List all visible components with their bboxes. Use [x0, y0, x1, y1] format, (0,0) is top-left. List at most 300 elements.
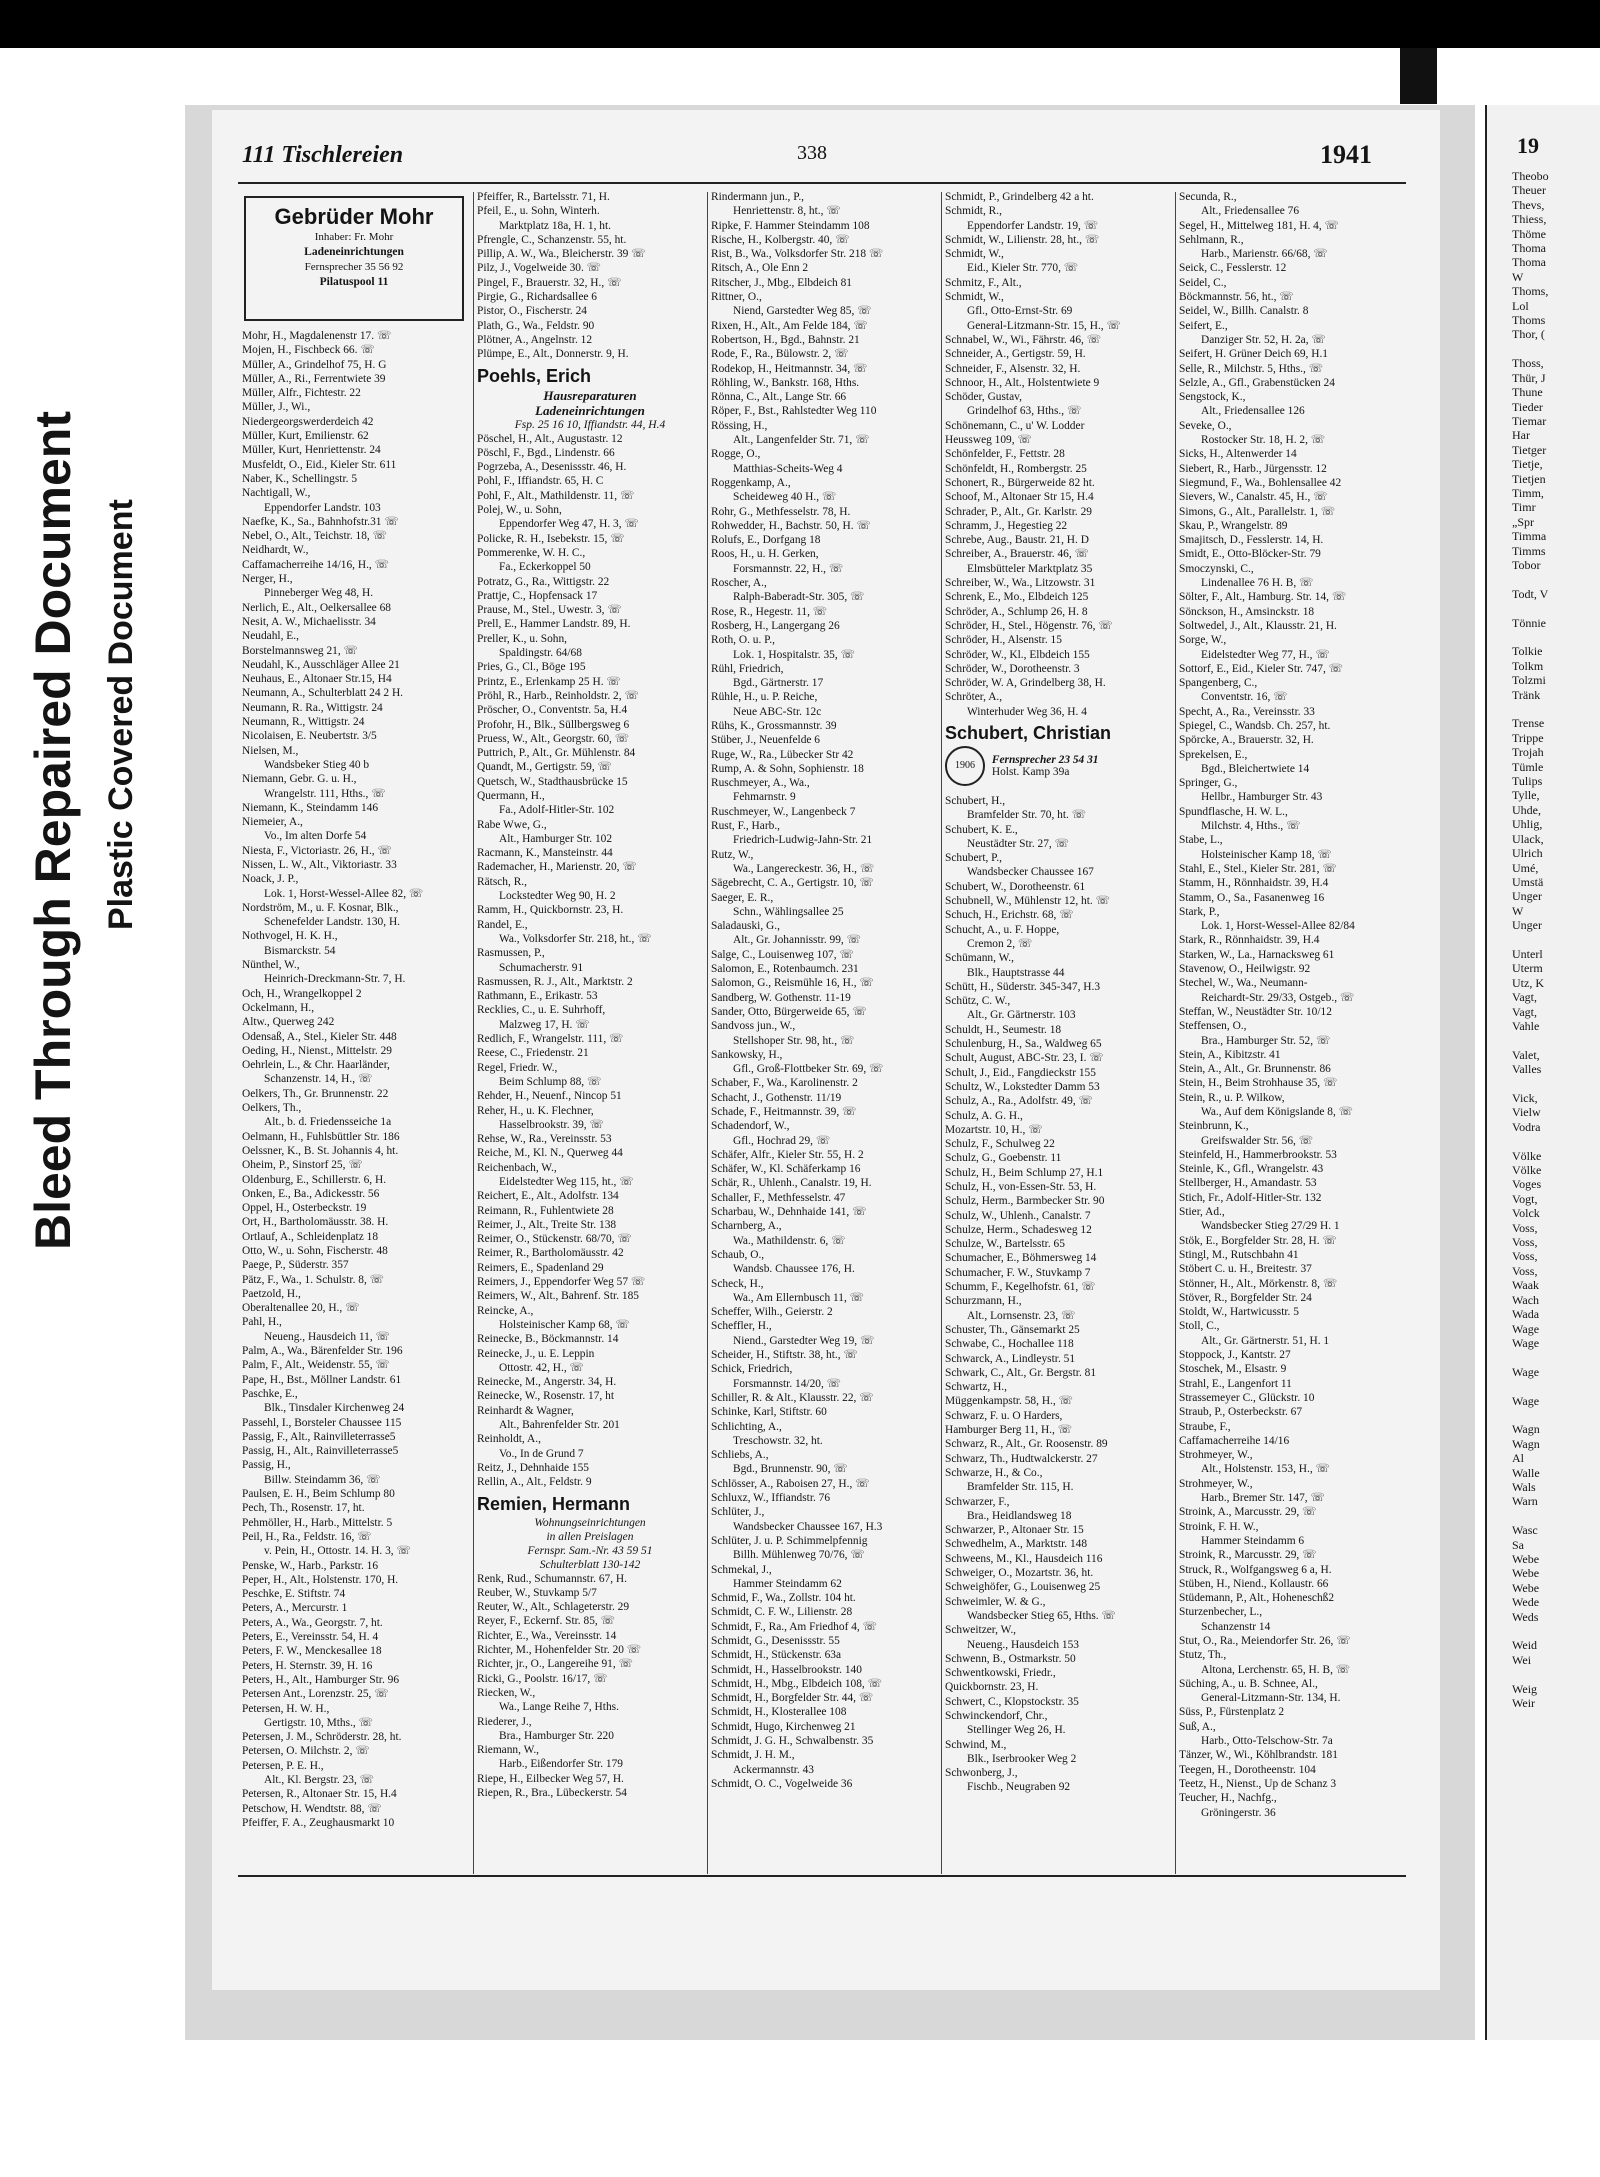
- directory-entry: Schmidt, H., Mbg., Elbdeich 108, ☏: [711, 1677, 882, 1690]
- directory-entry: Pogrzeba, A., Desenissstr. 46, H.: [477, 461, 627, 474]
- adjacent-entry: Webe: [1512, 1566, 1540, 1581]
- directory-entry: Schlüter, J.,: [711, 1506, 765, 1519]
- directory-entry: Stüdemann, P., Alt., Hoheneschß2: [1179, 1592, 1335, 1605]
- directory-entry: Ortlauf, A., Schleidenplatz 18: [242, 1230, 379, 1243]
- directory-entry: Ruschmeyer, W., Langenbeck 7: [711, 805, 856, 818]
- adjacent-entry: Umstä: [1512, 874, 1544, 889]
- adjacent-entry: Tiemar: [1512, 413, 1547, 428]
- directory-entry: Niedergeorgswerderdeich 42: [242, 415, 374, 428]
- directory-entry: Paege, P., Süderstr. 357: [242, 1259, 349, 1272]
- directory-entry: Pätz, F., Wa., 1. Schulstr. 8, ☏: [242, 1273, 384, 1286]
- directory-entry: Schwarck, A., Lindleystr. 51: [945, 1352, 1076, 1365]
- adjacent-entry: Vagt,: [1512, 1004, 1537, 1019]
- adjacent-entry: Völke: [1512, 1148, 1542, 1163]
- side-label-primary: Bleed Through Repaired Document: [25, 411, 81, 1250]
- directory-entry: Robertson, H., Bgd., Bahnstr. 21: [711, 333, 860, 346]
- directory-entry: Stöbert C. u. H., Breitestr. 37: [1179, 1263, 1312, 1276]
- directory-entry: Steffensen, O.,: [1179, 1020, 1247, 1033]
- advert-details: [992, 754, 1099, 778]
- directory-entry: Rohr, G., Methfesselstr. 78, H.: [711, 505, 851, 518]
- directory-entry: Lok. 1, Horst-Wessel-Allee 82/84: [1201, 920, 1355, 933]
- directory-entry: Stroink, A., Marcusstr. 29, ☏: [1179, 1506, 1317, 1519]
- directory-entry: Oppel, H., Osterbeckstr. 19: [242, 1202, 367, 1215]
- adjacent-entry: Unger: [1512, 918, 1542, 933]
- directory-entry: Hasselbrookstr. 39, ☏: [499, 1118, 604, 1131]
- directory-entry: Passig, F., Alt., Rainvilleterrasse5: [242, 1430, 396, 1443]
- directory-entry: Schümann, W.,: [945, 952, 1014, 965]
- directory-entry: Wandsbecker Stieg 27/29 H. 1: [1201, 1220, 1340, 1233]
- directory-entry: Segel, H., Mittelweg 181, H. 4, ☏: [1179, 219, 1339, 232]
- directory-entry: Pillip, A. W., Wa., Bleicherstr. 39 ☏: [477, 248, 646, 261]
- adjacent-entry: Thevs,: [1512, 197, 1545, 212]
- advert-title: Schubert, Christian: [945, 722, 1112, 743]
- directory-entry: Wandsbeker Stieg 40 b: [264, 758, 370, 771]
- directory-entry: Bgd., Brunnenstr. 90, ☏: [733, 1463, 848, 1476]
- directory-entry: Rodekop, H., Heitmannstr. 34, ☏: [711, 362, 868, 375]
- directory-entry: Schmidt, H., Stückenstr. 63a: [711, 1649, 842, 1662]
- adjacent-entry: Timm,: [1512, 485, 1544, 500]
- directory-entry: Eppendorfer Weg 47, H. 3, ☏: [499, 518, 639, 531]
- directory-entry: Fa., Adolf-Hitler-Str. 102: [499, 804, 615, 817]
- listing-entries: [711, 190, 937, 1791]
- directory-entry: Fehmarnstr. 9: [733, 791, 796, 804]
- adjacent-entry: Har: [1512, 428, 1530, 443]
- directory-entry: Stein, R., u. P. Wilkow,: [1179, 1091, 1285, 1104]
- adjacent-entry: [1487, 1408, 1600, 1422]
- directory-entry: Friedrich-Ludwig-Jahn-Str. 21: [733, 834, 873, 847]
- directory-entry: Schmidt, Hugo, Kirchenweg 21: [711, 1720, 856, 1733]
- adjacent-entry: Vick,: [1512, 1091, 1538, 1105]
- directory-entry: Ramm, H., Quickbornstr. 23, H.: [477, 904, 624, 917]
- directory-entry: Reinecke, B., Böckmannstr. 14: [477, 1333, 619, 1346]
- directory-entry: Oelkers, Th.,: [242, 1102, 302, 1115]
- directory-entry: Seidel, C.,: [1179, 276, 1227, 289]
- directory-entry: Forsmannstr. 14/20, ☏: [733, 1377, 841, 1390]
- directory-entry: Schwarze, H., & Co.,: [945, 1466, 1043, 1479]
- adjacent-entry: Weir: [1512, 1696, 1536, 1711]
- directory-entry: Sägebrecht, C. A., Gertigstr. 10, ☏: [711, 877, 874, 890]
- directory-entry: Smajitsch, D., Fesslerstr. 14, H.: [1179, 534, 1324, 547]
- directory-entry: Schlüter, J. u. P. Schimmelpfennig: [711, 1534, 868, 1547]
- directory-entry: Salomon, G., Reismühle 16, H., ☏: [711, 977, 874, 990]
- directory-entry: Petschow, H. Wendtstr. 88, ☏: [242, 1802, 382, 1815]
- directory-entry: Fischb., Neugraben 92: [967, 1781, 1071, 1794]
- adjacent-page-heading: 19: [1517, 133, 1539, 158]
- directory-entry: Neustädter Str. 27, ☏: [967, 837, 1069, 850]
- directory-entry: Recklies, C., u. E. Suhrhoff,: [477, 1004, 606, 1017]
- directory-entry: Holsteinischer Kamp 18, ☏: [1201, 848, 1332, 861]
- directory-entry: Ruschmeyer, A., Wa.,: [711, 777, 810, 790]
- directory-entry: Richter, jr., O., Langereihe 91, ☏: [477, 1658, 633, 1671]
- directory-entry: Reitz, J., Dehnhaide 155: [477, 1461, 589, 1474]
- directory-entry: Teetz, H., Nienst., Up de Schanz 3: [1179, 1777, 1337, 1790]
- adjacent-entry: Ulrich: [1512, 846, 1543, 861]
- directory-entry: Süss, P., Fürstenplatz 2: [1179, 1706, 1285, 1719]
- directory-entry: Bra., Hamburger Str. 220: [499, 1729, 614, 1742]
- directory-entry: Neueng., Hausdeich 11, ☏: [264, 1330, 390, 1343]
- adjacent-entry: Weid: [1512, 1638, 1538, 1653]
- directory-entry: Neumann, A., Schulterblatt 24 2 H.: [242, 687, 404, 700]
- directory-entry: Schwarz, F. u. O Harders,: [945, 1409, 1063, 1422]
- directory-entry: Schult, August, ABC-Str. 23, I. ☏: [945, 1052, 1104, 1065]
- directory-entry: Seveke, O.,: [1179, 419, 1232, 432]
- directory-entry: Röper, F., Bst., Rahlstedter Weg 110: [711, 405, 877, 418]
- adjacent-entry: Wagn: [1512, 1422, 1540, 1437]
- scan-top-border: [0, 0, 1600, 48]
- directory-entry: Stark, P.,: [1179, 905, 1220, 918]
- directory-entry: Peters, A., Wa., Georgstr. 7, ht.: [242, 1616, 383, 1629]
- directory-entry: Schmidt, H., Klosterallee 108: [711, 1706, 847, 1719]
- directory-entry: Rönna, C., Alt., Lange Str. 66: [711, 391, 847, 404]
- directory-entry: Redlich, F., Wrangelstr. 111, ☏: [477, 1033, 624, 1046]
- directory-entry: Schweighöfer, G., Louisenweg 25: [945, 1581, 1101, 1594]
- column-separator: [473, 192, 474, 1874]
- directory-entry: Schadendorf, W.,: [711, 1120, 790, 1133]
- directory-entry: Passehl, I., Borsteler Chaussee 115: [242, 1416, 402, 1429]
- directory-entry: Wa., Langereckestr. 36, H., ☏: [733, 862, 875, 875]
- directory-entry: Milchstr. 4, Hths., ☏: [1201, 820, 1301, 833]
- directory-entry: Reimer, J., Alt., Treite Str. 138: [477, 1218, 617, 1231]
- directory-entry: Blk., Hauptstrasse 44: [967, 966, 1065, 979]
- directory-entry: Bra., Heidlandsweg 18: [967, 1509, 1072, 1522]
- directory-entry: Schäfer, Alfr., Kieler Str. 55, H. 2: [711, 1148, 864, 1161]
- directory-entry: Simons, G., Alt., Parallelstr. 1, ☏: [1179, 505, 1335, 518]
- directory-entry: Ralph-Baberadt-Str. 305, ☏: [733, 591, 865, 604]
- directory-entry: Schuster, Th., Gänsemarkt 25: [945, 1323, 1080, 1336]
- directory-entry: Schumacherstr. 91: [499, 961, 584, 974]
- adjacent-entry: Voss,: [1512, 1249, 1538, 1264]
- directory-entry: Rose, R., Hegestr. 11, ☏: [711, 605, 828, 618]
- adjacent-entry: Wede: [1512, 1595, 1540, 1610]
- advert-line: Wohnungseinrichtungen: [534, 1516, 646, 1529]
- directory-entry: Schmid, F., Wa., Zollstr. 104 ht.: [711, 1592, 856, 1605]
- directory-entry: Preller, K., u. Sohn,: [477, 632, 568, 645]
- directory-entry: Racmann, K., Mansteinstr. 44: [477, 847, 613, 860]
- directory-entry: Scheffler, H.,: [711, 1320, 772, 1333]
- directory-entry: Wrangelstr. 111, Hths., ☏: [264, 787, 386, 800]
- adjacent-entry: W: [1512, 903, 1524, 918]
- advert-phone: Fernspr. Sam.-Nr. 43 59 51: [527, 1544, 653, 1557]
- listing-column-2: [477, 190, 703, 1870]
- directory-entry: Greifswalder Str. 56, ☏: [1201, 1134, 1313, 1147]
- adjacent-entry: Thiess,: [1512, 212, 1547, 227]
- directory-entry: Blk., Tinsdaler Kirchenweg 24: [264, 1402, 405, 1415]
- directory-entry: Stabe, L.,: [1179, 834, 1223, 847]
- directory-entry: Reinecke, M., Angerstr. 34, H.: [477, 1376, 617, 1389]
- directory-entry: Harb., Otto-Telschow-Str. 7a: [1201, 1735, 1333, 1748]
- directory-entry: Schwarzer, F.,: [945, 1495, 1010, 1508]
- directory-entry: Pöschl, F., Bgd., Lindenstr. 66: [477, 446, 615, 459]
- directory-entry: Roscher, A.,: [711, 577, 767, 590]
- directory-entry: Eid., Kieler Str. 770, ☏: [967, 262, 1079, 275]
- directory-entry: Richter, E., Wa., Vereinsstr. 14: [477, 1629, 617, 1642]
- directory-entry: Vo., Im alten Dorfe 54: [264, 830, 367, 843]
- directory-entry: General-Litzmann-Str. 15, H., ☏: [967, 319, 1121, 332]
- directory-entry: Reimer, R., Bartholomäusstr. 42: [477, 1247, 624, 1260]
- directory-entry: Altw., Querweg 242: [242, 1016, 335, 1029]
- directory-entry: Müller, Kurt, Emilienstr. 62: [242, 430, 369, 443]
- directory-entry: Prattje, C., Hopfensack 17: [477, 589, 598, 602]
- directory-entry: Puttrich, P., Alt., Gr. Mühlenstr. 84: [477, 747, 636, 760]
- directory-entry: Sorge, W.,: [1179, 634, 1227, 647]
- directory-entry: Bramfelder Str. 115, H.: [967, 1481, 1074, 1494]
- adjacent-entry: Uhlig,: [1512, 817, 1543, 832]
- directory-entry: Spundflasche, H. W. L.,: [1179, 805, 1288, 818]
- directory-entry: Schulenburg, H., Sa., Waldweg 65: [945, 1038, 1102, 1051]
- adjacent-entry: Voss,: [1512, 1235, 1538, 1250]
- directory-entry: Schumm, F., Kegelhofstr. 61, ☏: [945, 1281, 1096, 1294]
- directory-entry: Passig, H.,: [242, 1459, 291, 1472]
- directory-entry: Musfeldt, O., Eid., Kieler Str. 611: [242, 458, 397, 471]
- directory-entry: Schwenn, B., Ostmarkstr. 50: [945, 1652, 1076, 1665]
- directory-entry: Printz, E., Erlenkamp 25 H. ☏: [477, 675, 621, 688]
- directory-entry: Ottostr. 42, H., ☏: [499, 1361, 584, 1374]
- directory-entry: Peil, H., Ra., Feldstr. 16, ☏: [242, 1530, 372, 1543]
- directory-entry: Schinke, Karl, Stiftstr. 60: [711, 1406, 827, 1419]
- directory-entry: Stöver, R., Borgfelder Str. 24: [1179, 1291, 1312, 1304]
- directory-entry: Sankowsky, H.,: [711, 1048, 783, 1061]
- advert-contact: Fsp. 25 16 10, Iffiandstr. 44, H.4: [514, 418, 666, 431]
- directory-entry: Schlösser, A., Raboisen 27, H., ☏: [711, 1477, 870, 1490]
- adjacent-entry: Ulack,: [1512, 831, 1544, 846]
- directory-entry: Ritscher, J., Mbg., Elbdeich 81: [711, 276, 852, 289]
- directory-entry: v. Pein, H., Ottostr. 14. H. 3, ☏: [264, 1545, 411, 1558]
- directory-entry: Schumacher, E., Böhmersweg 14: [945, 1252, 1097, 1265]
- directory-entry: Potratz, G., Ra., Wittigstr. 22: [477, 575, 610, 588]
- advert-address: Schulterblatt 130-142: [539, 1558, 641, 1571]
- directory-entry: Schult, J., Eid., Fangdieckstr 155: [945, 1066, 1096, 1079]
- directory-entry: Reese, C., Friedenstr. 21: [477, 1047, 589, 1060]
- directory-entry: Smoczynski, C.,: [1179, 562, 1254, 575]
- directory-entry: Spangenberg, C.,: [1179, 677, 1258, 690]
- footer-rule: [238, 1875, 1406, 1877]
- adjacent-entry: Walle: [1512, 1465, 1540, 1480]
- directory-entry: General-Litzmann-Str. 134, H.: [1201, 1692, 1341, 1705]
- adjacent-entry: Valet,: [1512, 1047, 1540, 1062]
- directory-entry: Pfeiffer, R., Bartelsstr. 71, H.: [477, 191, 610, 203]
- directory-entry: Neumann, R. Ra., Wittigstr. 24: [242, 701, 383, 714]
- directory-entry: Seidel, W., Billh. Canalstr. 8: [1179, 305, 1309, 318]
- directory-entry: Schmidt, H., Hasselbrookstr. 140: [711, 1663, 862, 1676]
- directory-entry: Schäfer, W., Kl. Schäferkamp 16: [711, 1163, 861, 1176]
- directory-entry: Schwedhelm, A., Marktstr. 148: [945, 1538, 1088, 1551]
- directory-entry: Wa., Lange Reihe 7, Hths.: [499, 1701, 619, 1714]
- directory-entry: Polej, W., u. Sohn,: [477, 504, 562, 517]
- advert-line: Ladeneinrichtungen: [535, 402, 645, 418]
- directory-entry: Stavenow, O., Heilwigstr. 92: [1179, 963, 1311, 976]
- directory-entry: Siebert, R., Harb., Jürgensstr. 12: [1179, 462, 1327, 475]
- directory-entry: Pöschel, H., Alt., Augustastr. 12: [477, 432, 623, 445]
- directory-entry: Plath, G., Wa., Feldstr. 90: [477, 319, 595, 332]
- directory-entry: Ort, H., Bartholomäusstr. 38. H.: [242, 1216, 389, 1229]
- directory-entry: Ritsch, A., Ole Enn 2: [711, 262, 809, 275]
- adjacent-entry: Tolkm: [1512, 658, 1544, 673]
- directory-entry: Ricki, G., Poolstr. 16/17, ☏: [477, 1672, 608, 1685]
- directory-entry: Ockelmann, H.,: [242, 1001, 315, 1014]
- adjacent-entry: Tränk: [1512, 687, 1541, 702]
- directory-entry: Schmidt, G., Desenissstr. 55: [711, 1634, 840, 1647]
- directory-entry: Sengstock, K.,: [1179, 391, 1246, 404]
- adjacent-entry: Voss,: [1512, 1220, 1538, 1235]
- adjacent-entry: Thoss,: [1512, 356, 1544, 371]
- directory-entry: Müller, Kurt, Henriettenstr. 24: [242, 444, 381, 457]
- directory-entry: Pilz, J., Vogelweide 30. ☏: [477, 262, 601, 275]
- directory-entry: Alt., Gr. Gärtnerstr. 103: [967, 1009, 1076, 1022]
- advert-phone: Fernsprecher 23 54 31: [991, 753, 1099, 766]
- directory-entry: Seick, C., Fesslerstr. 12: [1179, 262, 1287, 275]
- directory-entry: Alt., Friedensallee 76: [1201, 205, 1300, 218]
- page-number: 338: [797, 142, 827, 164]
- directory-entry: Secunda, R.,: [1179, 191, 1237, 203]
- directory-entry: Fa., Eckerkoppel 50: [499, 561, 591, 574]
- directory-entry: Neumann, R., Wittigstr. 24: [242, 716, 365, 729]
- directory-entry: Pirgie, G., Richardsallee 6: [477, 291, 597, 304]
- directory-entry: Suß, A.,: [1179, 1720, 1216, 1733]
- listing-entries: [477, 1572, 703, 1801]
- directory-entry: Scharbau, W., Dehnhaide 141, ☏: [711, 1206, 867, 1219]
- adjacent-entry: Thor, (: [1512, 327, 1545, 342]
- directory-entry: Rössing, H.,: [711, 419, 768, 432]
- directory-entry: Schulz, G., Goebenstr. 11: [945, 1152, 1062, 1165]
- directory-entry: Wa., Am Ellernbusch 11, ☏: [733, 1291, 864, 1304]
- directory-entry: Rabe Wwe, G.,: [477, 818, 547, 831]
- directory-entry: Skau, P., Wrangelstr. 89: [1179, 519, 1288, 532]
- directory-entry: Schulze, Herm., Schadesweg 12: [945, 1223, 1092, 1236]
- directory-entry: Beim Schlump 88, ☏: [499, 1075, 602, 1088]
- directory-entry: Petersen, J. M., Schröderstr. 28, ht.: [242, 1731, 402, 1744]
- directory-entry: Stark, R., Rönnhaidstr. 39, H.4: [1179, 934, 1320, 947]
- adjacent-entry: [1487, 702, 1600, 716]
- directory-entry: Stamm, H., Rönnhaidstr. 39, H.4: [1179, 877, 1329, 890]
- directory-entry: Oheim, P., Sinstorf 25, ☏: [242, 1159, 363, 1172]
- advert-gebrueder-mohr: [244, 196, 464, 321]
- directory-entry: Pohl, F., Iffiandstr. 65, H. C: [477, 475, 604, 488]
- page-header: [242, 140, 1412, 180]
- adjacent-entry: Utz, K: [1512, 975, 1544, 990]
- directory-entry: Schmidt, W., Lilienstr. 28, ht., ☏: [945, 233, 1100, 246]
- directory-entry: Schulz, F., Schulweg 22: [945, 1138, 1055, 1151]
- adjacent-entry: Weig: [1512, 1681, 1538, 1696]
- directory-entry: Gfl., Hochrad 29, ☏: [733, 1134, 831, 1147]
- adjacent-entry: [1487, 1509, 1600, 1523]
- directory-entry: Naber, K., Schellingstr. 5: [242, 472, 358, 485]
- directory-entry: Oberaltenallee 20, H., ☏: [242, 1302, 360, 1315]
- directory-entry: Schröder, W., Kl., Elbdeich 155: [945, 648, 1090, 661]
- directory-entry: Strassemeyer C., Glückstr. 10: [1179, 1391, 1315, 1404]
- directory-entry: Stoppock, J., Kantstr. 27: [1179, 1349, 1291, 1362]
- directory-entry: Schröter, A.,: [945, 691, 1003, 704]
- directory-entry: Rasmussen, P.,: [477, 947, 545, 960]
- directory-entry: Stönner, H., Alt., Mörkenstr. 8, ☏: [1179, 1277, 1338, 1290]
- adjacent-entry: Thoms: [1512, 313, 1546, 328]
- adjacent-entry: Thür, J: [1512, 370, 1546, 385]
- directory-entry: Eppendorfer Landstr. 103: [264, 501, 381, 514]
- directory-year: 1941: [1320, 140, 1372, 169]
- directory-entry: Roth, O. u. P.,: [711, 634, 775, 647]
- directory-entry: Schweiger, O., Mozartstr. 36, ht.: [945, 1567, 1094, 1580]
- directory-entry: Wandsbecker Chaussee 167: [967, 866, 1094, 879]
- directory-entry: Lok. 1, Horst-Wessel-Allee 82, ☏: [264, 887, 424, 900]
- directory-entry: Stingl, M., Rutschbahn 41: [1179, 1248, 1299, 1261]
- adjacent-entry: Trippe: [1512, 730, 1544, 745]
- directory-entry: Prell, E., Hammer Landstr. 89, H.: [477, 618, 631, 631]
- directory-entry: Springer, G.,: [1179, 777, 1238, 790]
- directory-entry: Stamm, O., Sa., Fasanenweg 16: [1179, 891, 1325, 904]
- directory-entry: Stich, Fr., Adolf-Hitler-Str. 132: [1179, 1191, 1322, 1204]
- directory-entry: Ripke, F. Hammer Steindamm 108: [711, 219, 870, 232]
- directory-entry: Schubert, W., Dorotheenstr. 61: [945, 880, 1086, 893]
- adjacent-entry: Wage: [1512, 1335, 1540, 1350]
- directory-entry: Schwarz, Th., Hudtwalckerstr. 27: [945, 1452, 1098, 1465]
- directory-entry: Petersen, O. Milchstr. 2, ☏: [242, 1745, 370, 1758]
- directory-entry: Scheideweg 40 H., ☏: [733, 491, 837, 504]
- directory-entry: Sehlmann, R.,: [1179, 233, 1244, 246]
- directory-entry: Pinneberger Weg 48, H.: [264, 587, 374, 600]
- directory-entry: Schneider, A., Gertigstr. 59, H.: [945, 348, 1086, 361]
- directory-entry: Peters, A., Mercurstr. 1: [242, 1602, 348, 1615]
- directory-entry: Pehmöller, H., Harb., Mittelstr. 5: [242, 1516, 393, 1529]
- advert-seal-row: [945, 746, 1171, 790]
- directory-entry: Stoll, C.,: [1179, 1320, 1220, 1333]
- directory-entry: Petersen, H. W. H.,: [242, 1702, 330, 1715]
- directory-entry: Schweens, M., Kl., Hausdeich 116: [945, 1552, 1103, 1565]
- directory-entry: Caffamacherreihe 14/16, H., ☏: [242, 558, 389, 571]
- directory-entry: Schär, R., Uhlenh., Canalstr. 19, H.: [711, 1177, 872, 1190]
- directory-entry: Schreiber, W., Wa., Litzowstr. 31: [945, 577, 1096, 590]
- directory-entry: Pistor, O., Fischerstr. 24: [477, 305, 587, 318]
- directory-entry: Pries, G., Cl., Böge 195: [477, 661, 586, 674]
- directory-entry: Rittner, O.,: [711, 291, 762, 304]
- directory-entry: Soltwedel, J., Alt., Klausstr. 21, H.: [1179, 619, 1337, 632]
- adjacent-entry: [1487, 1033, 1600, 1047]
- directory-entry: Schonert, R., Bürgerweide 82 ht.: [945, 476, 1095, 489]
- directory-entry: Neidhardt, W.,: [242, 544, 309, 557]
- directory-entry: Stroink, R., Marcusstr. 29, ☏: [1179, 1549, 1317, 1562]
- adjacent-entry: [1487, 1379, 1600, 1393]
- directory-entry: Naefke, K., Sa., Bahnhofstr.31 ☏: [242, 515, 399, 528]
- directory-entry: Schmidt, P., Grindelberg 42 a ht.: [945, 191, 1094, 203]
- directory-entry: Schweitzer, W.,: [945, 1624, 1017, 1637]
- directory-entry: Sturzenbecher, L.,: [1179, 1606, 1263, 1619]
- directory-entry: Schröder, H., Alsenstr. 15: [945, 634, 1062, 647]
- directory-entry: Petersen, P. E. H.,: [242, 1759, 324, 1772]
- listing-entries: [477, 190, 703, 362]
- directory-entry: Röhling, W., Bankstr. 168, Hths.: [711, 376, 860, 389]
- directory-entry: Müggenkampstr. 58, H., ☏: [945, 1395, 1073, 1408]
- directory-entry: Palm, F., Alt., Weidenstr. 55, ☏: [242, 1359, 390, 1372]
- adjacent-entry: Vodra: [1512, 1119, 1541, 1134]
- directory-entry: Smidt, E., Otto-Blöcker-Str. 79: [1179, 548, 1321, 561]
- adjacent-entry: Wage: [1512, 1393, 1540, 1408]
- advert-address: Pilatuspool 11: [319, 276, 389, 288]
- listing-entries: [242, 329, 468, 1830]
- directory-entry: Pröscher, O., Conventstr. 5a, H.4: [477, 704, 628, 717]
- directory-entry: Rode, F., Ra., Bülowstr. 2, ☏: [711, 348, 849, 361]
- directory-entry: Rademacher, H., Marienstr. 20, ☏: [477, 861, 637, 874]
- directory-entry: Oldenburg, E., Schillerstr. 6, H.: [242, 1173, 387, 1186]
- directory-entry: Niesta, F., Victoriastr. 26, H., ☏: [242, 844, 392, 857]
- directory-entry: Profohr, H., Blk., Süllbergsweg 6: [477, 718, 630, 731]
- directory-entry: Spaldingstr. 64/68: [499, 647, 582, 660]
- directory-entry: Rindermann jun., P.,: [711, 191, 805, 203]
- directory-entry: Holsteinischer Kamp 68, ☏: [499, 1318, 630, 1331]
- directory-entry: Schweimler, W. & G.,: [945, 1595, 1046, 1608]
- directory-entry: Schmidt, J. H. M.,: [711, 1749, 795, 1762]
- directory-entry: Nissen, L. W., Alt., Viktoriastr. 33: [242, 858, 397, 871]
- directory-entry: Alt., Holstenstr. 153, H., ☏: [1201, 1463, 1330, 1476]
- directory-entry: Gfl., Groß-Flottbeker Str. 69, ☏: [733, 1063, 884, 1076]
- directory-entry: Sicks, H., Altenwerder 14: [1179, 448, 1297, 461]
